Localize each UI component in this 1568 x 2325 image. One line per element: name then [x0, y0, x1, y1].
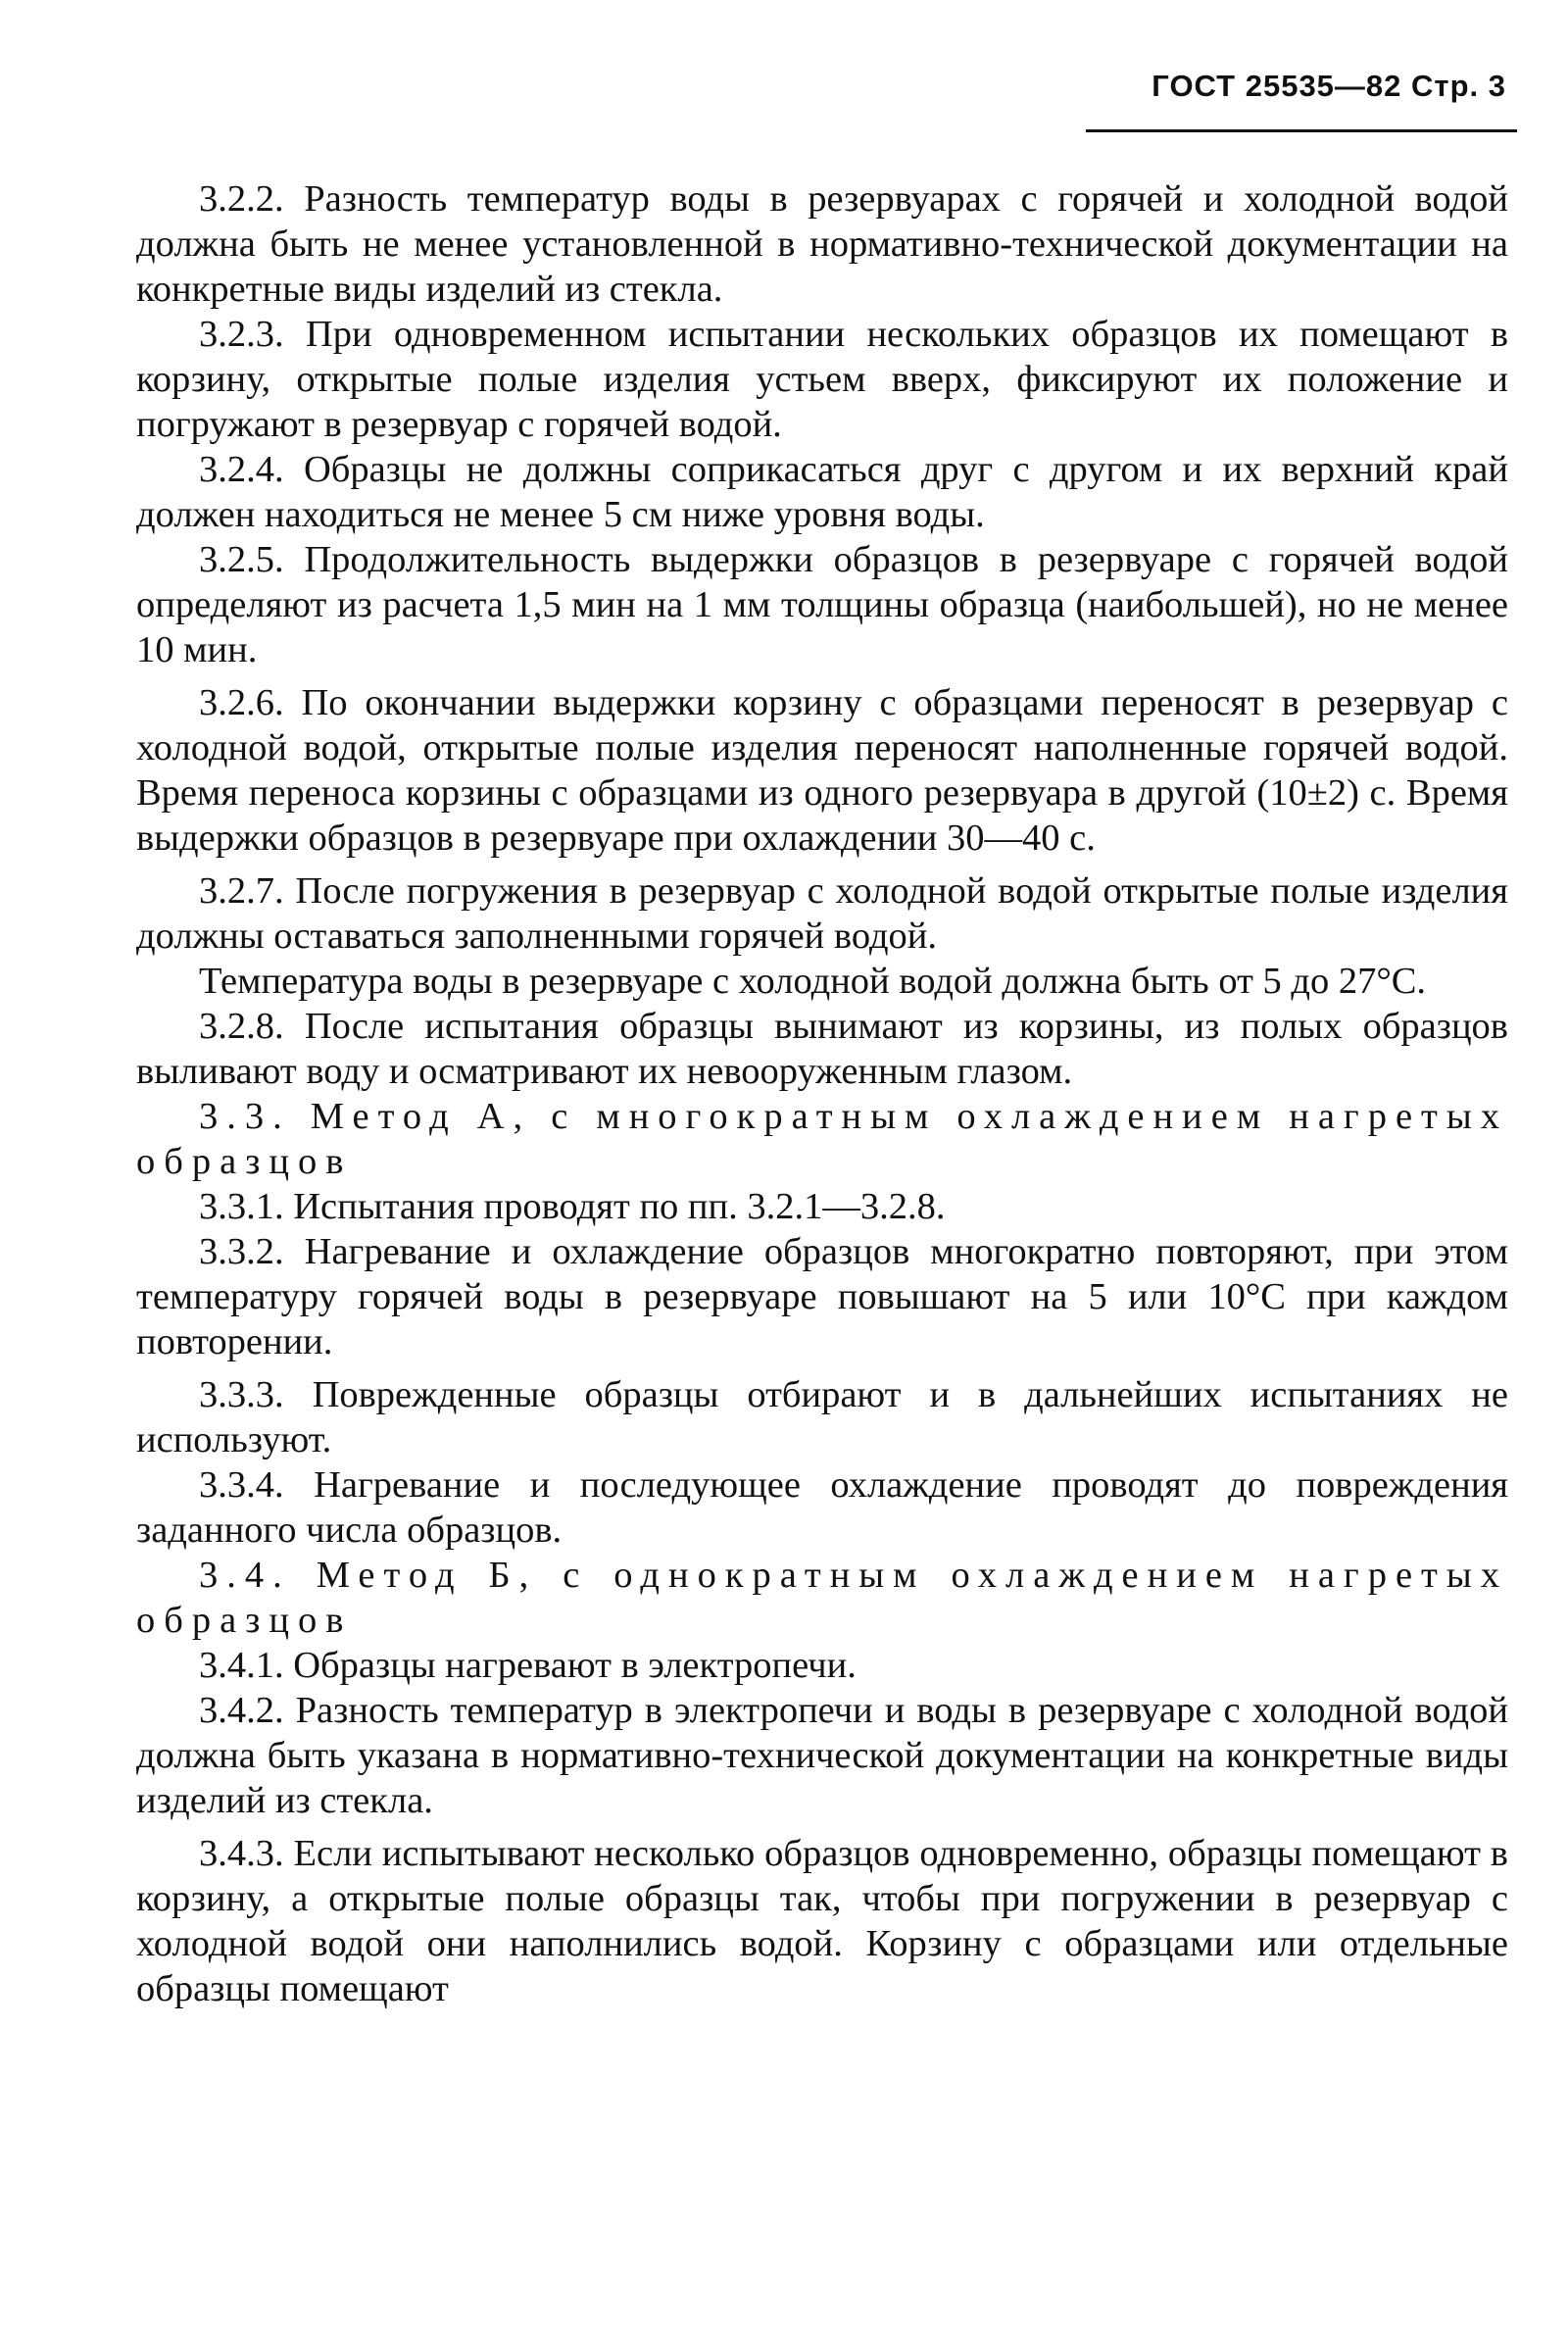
paragraph-3-3-4: 3.3.4. Нагревание и последующее охлаждение проводят до повреждения заданного числа образцов. [136, 1464, 1508, 1551]
paragraph-3-2-2: 3.2.2. Разность температур воды в резервуарах с горячей и холодной водой должна быть не менее установленной в нормативно-технической документации на конкретные виды изделий из стекла. [136, 178, 1508, 310]
paragraph-3-2-3: 3.2.3. При одновременном испытании нескольких образцов их помещают в корзину, открытые полые изделия устьем вверх, фиксируют их положение и погружают в резервуар с горячей водой. [136, 314, 1508, 445]
header-rule [1086, 129, 1517, 132]
paragraph-3-2-5: 3.2.5. Продолжительность выдержки образцов в резервуаре с горячей водой определяют из расчета 1,5 мин на 1 мм толщины образца (наибольшей), но не менее 10 мин. [136, 539, 1508, 670]
paragraph-water-temperature: Температура воды в резервуаре с холодной водой должна быть от 5 до 27°С. [199, 961, 1427, 1002]
paragraph-3-2-8: 3.2.8. После испытания образцы вынимают из корзины, из полых образцов выливают воду и осматривают их невооруженным глазом. [136, 1006, 1508, 1092]
paragraph-3-3-1: 3.3.1. Испытания проводят по пп. 3.2.1—3.2.8. [199, 1186, 946, 1227]
page-header: ГОСТ 25535—82 Стр. 3 [1152, 69, 1506, 103]
paragraph-3-3-3: 3.3.3. Поврежденные образцы отбирают и в дальнейших испытаниях не используют. [136, 1374, 1508, 1460]
paragraph-3-4-3: 3.4.3. Если испытывают несколько образцов одновременно, образцы помещают в корзину, а открытые полые образцы так, чтобы при погружении в резервуар с холодной водой они наполнились водой. Корзину с образцами или отдельные образцы помещают [136, 1833, 1508, 2009]
paragraph-3-2-7: 3.2.7. После погружения в резервуар с холодной водой открытые полые изделия должны оставаться заполненными горячей водой. [136, 870, 1508, 957]
document-body [136, 176, 1508, 2011]
paragraph-3-3-2: 3.3.2. Нагревание и охлаждение образцов многократно повторяют, при этом температуру горячей воды в резервуаре повышают на 5 или 10°С при каждом повторении. [136, 1231, 1508, 1362]
paragraph-3-2-4: 3.2.4. Образцы не должны соприкасаться друг с другом и их верхний край должен находиться не менее 5 см ниже уровня воды. [136, 449, 1508, 535]
paragraph-3-2-6: 3.2.6. По окончании выдержки корзину с образцами переносят в резервуар с холодной водой, открытые полые изделия переносят наполненные горячей водой. Время переноса корзины с образцами из одного резервуара в другой (10±2) с. Время выдержки образцов в резервуаре при охлаждении 30—40 с. [136, 682, 1508, 859]
section-heading-method-b: 3.4. Метод Б, с однократным охлаждением нагретых образцов [136, 1555, 1508, 1641]
paragraph-3-4-1: 3.4.1. Образцы нагревают в электропечи. [199, 1645, 857, 1686]
paragraph-3-4-2: 3.4.2. Разность температур в электропечи и воды в резервуаре с холодной водой должна быть указана в нормативно-технической документации на конкретные виды изделий из стекла. [136, 1690, 1508, 1821]
section-heading-method-a: 3.3. Метод А, с многократным охлаждением нагретых образцов [136, 1096, 1508, 1182]
